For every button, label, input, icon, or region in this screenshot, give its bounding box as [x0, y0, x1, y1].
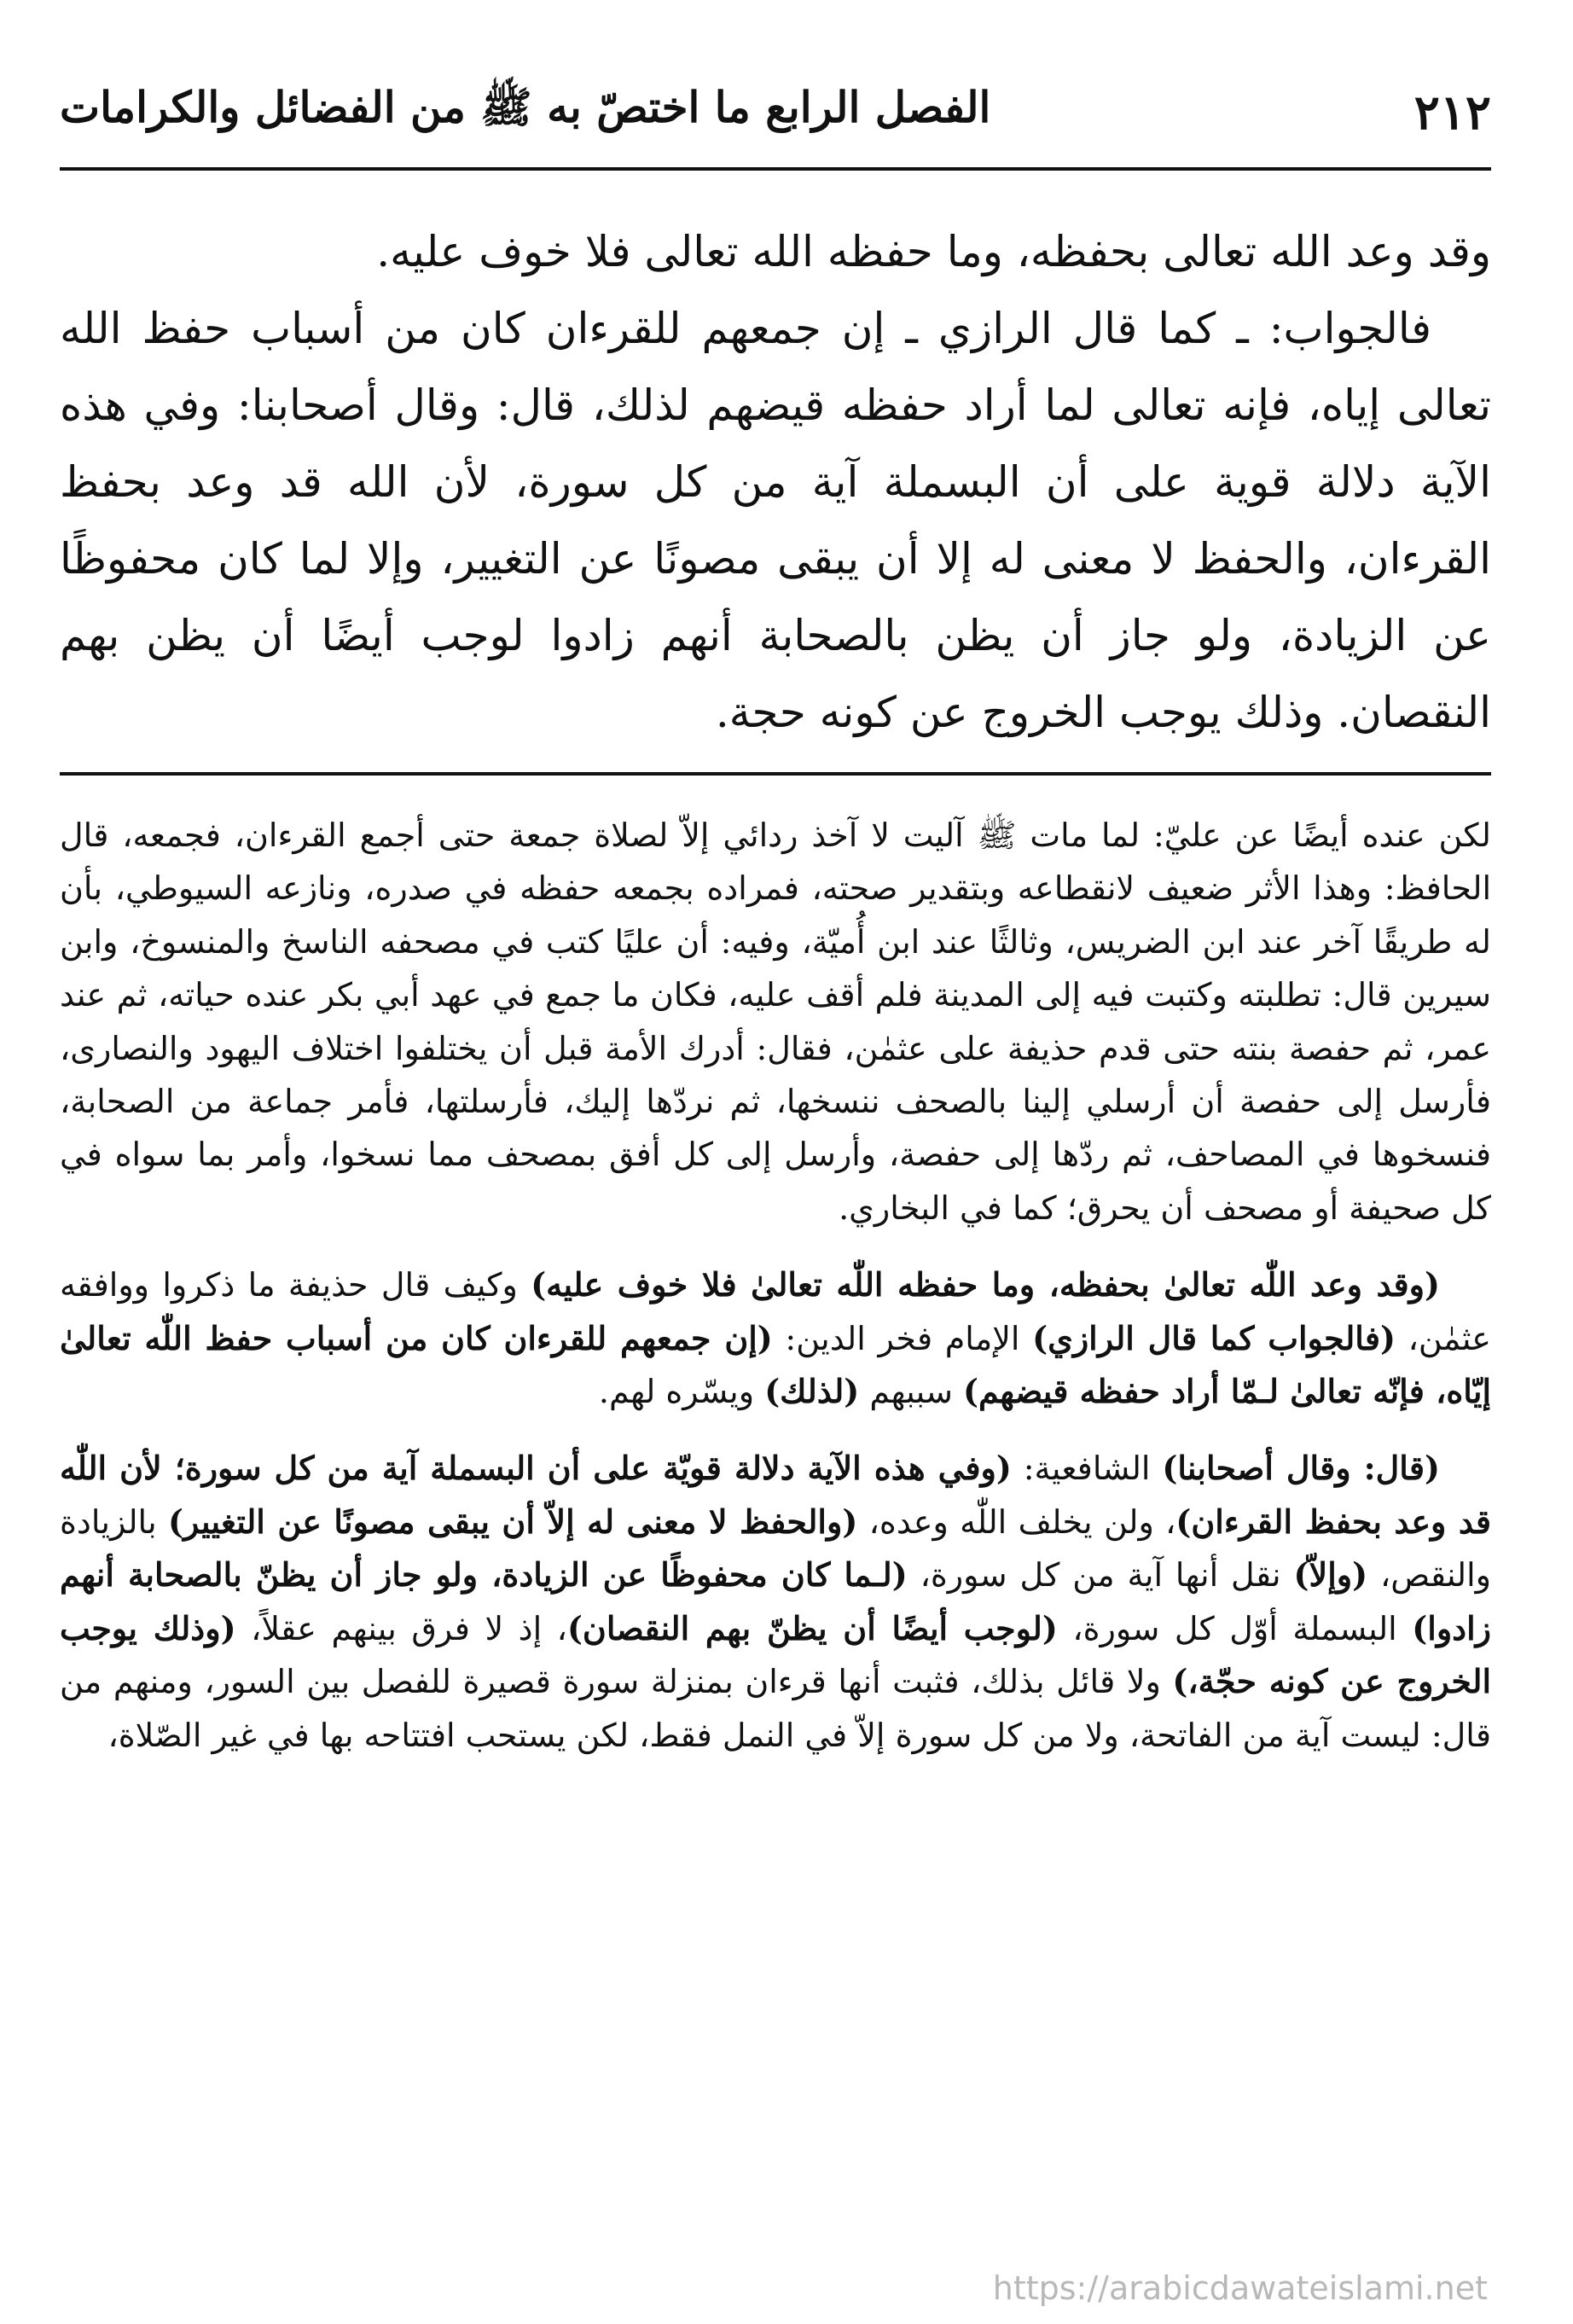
page-header: [60, 78, 1491, 147]
quoted-matn-segment: (لـما كان محفوظًا عن الزيادة، ولو جاز أن يظنّ بالصحابة أنهم زادوا): [60, 1555, 1491, 1647]
section-divider: [60, 772, 1491, 776]
quoted-matn-segment: (وقد وعد اللّٰه تعالىٰ بحفظه، وما حفظه اللّٰه تعالىٰ فلا خوف عليه): [531, 1265, 1440, 1304]
quoted-matn-segment: (وإلاّ): [1293, 1555, 1368, 1595]
quoted-matn-segment: (وفي هذه الآية دلالة قويّة على أن البسملة آية من كل سورة؛ لأن اللّٰه قد وعد بحفظ القرءان): [60, 1449, 1491, 1541]
quoted-matn-segment: (لوجب أيضًا أن يظنّ بهم النقصان): [566, 1608, 1058, 1647]
quoted-matn-segment: (لذلك): [764, 1372, 860, 1411]
matn-line: وقد وعد الله تعالى بحفظه، وما حفظه الله تعالى فلا خوف عليه.: [376, 227, 1491, 276]
running-title: الفصل الرابع ما اختصّ به ﷺ من الفضائل والكرامات: [60, 82, 991, 132]
matn-text: [60, 213, 1491, 751]
quoted-matn-segment: (قال: وقال أصحابنا): [1162, 1449, 1440, 1488]
commentary-segment: وكيف قال حذيفة ما ذكروا ووافقه عثمٰن،: [60, 1266, 1491, 1357]
commentary-segment: بالزيادة والنقص،: [60, 1502, 1491, 1595]
quoted-matn-segment: (والحفظ لا معنى له إلاّ أن يبقى مصونًا عن التغيير): [168, 1502, 858, 1541]
watermark-url: https://arabicdawateislami.net: [992, 2269, 1488, 2307]
commentary-segment: ، ولن يخلف اللّٰه وعده،: [857, 1502, 1176, 1541]
commentary-segment: الشافعية:: [1011, 1450, 1163, 1488]
header-rule: [60, 167, 1491, 171]
page-number: ٢١٢: [1413, 84, 1491, 141]
quoted-matn-segment: (إن جمعهم للقرءان كان من أسباب حفظ اللّٰه تعالىٰ إيّاه، فإنّه تعالىٰ لـمّا أراد حفظه قيضهم): [60, 1318, 1491, 1411]
commentary-paragraph-2: [60, 1258, 1491, 1418]
commentary-segment: الإمام فخر الدين:: [772, 1319, 1033, 1357]
quoted-matn-segment: (فالجواب كما قال الرازي): [1032, 1318, 1396, 1357]
commentary-segment: ولا قائل بذلك، فثبت أنها قرءان بمنزلة سورة قصيرة للفصل بين السور، ومنهم من قال: ليست آية من الفاتحة، ولا من كل سورة إلاّ في النمل فقط، لكن يستحب افتتاحه بها في غير الصّلاة،: [60, 1663, 1491, 1754]
commentary-segment: سببهم: [859, 1373, 964, 1411]
commentary-segment: نقل أنها آية من كل سورة،: [907, 1556, 1294, 1595]
commentary-segment: ويسّره لهم.: [598, 1373, 765, 1411]
matn-paragraph: فالجواب: ـ كما قال الرازي ـ إن جمعهم للقرءان كان من أسباب حفظ الله تعالى إياه، فإنه تعالى لما أراد حفظه قيضهم لذلك، قال: وقال أصحابنا: وفي هذه الآية دلالة قوية على أن البسملة آية من كل سورة، لأن الله قد وعد بحفظ القرءان، والحفظ لا معنى له إلا أن يبقى مصونًا عن التغيير، وإلا لما كان محفوظًا عن الزيادة، ولو جاز أن يظن بالصحابة أنهم زادوا لوجب أيضًا أن يظن بهم النقصان. وذلك يوجب الخروج عن كونه حجة.: [60, 304, 1491, 737]
commentary-segment: البسملة أوّل كل سورة،: [1057, 1609, 1413, 1647]
commentary-paragraph-1: لكن عنده أيضًا عن عليّ: لما مات ﷺ آليت لا آخذ ردائي إلاّ لصلاة جمعة حتى أجمع القرءان، فجمعه، قال الحافظ: وهذا الأثر ضعيف لانقطاعه وبتقدير صحته، فمراده بجمعه حفظه في صدره، ونازعه السيوطي، بأن له طريقًا آخر عند ابن الضريس، وثالثًا عند ابن أُميّة، وفيه: أن عليًا كتب في مصحفه الناسخ والمنسوخ، وابن سيرين قال: تطلبته وكتبت فيه إلى المدينة فلم أقف عليه، فكان ما جمع في عهد أبي بكر عنده حياته، ثم عند عمر، ثم حفصة بنته حتى قدم حذيفة على عثمٰن، فقال: أدرك الأمة قبل أن يختلفوا اختلاف اليهود والنصارى، فأرسل إلى حفصة أن أرسلي إلينا بالصحف ننسخها، ثم نردّها إليك، فأرسلتها، فأمر جماعة من الصحابة، فنسخوها في المصاحف، ثم ردّها إلى حفصة، وأرسل إلى كل أفق بمصحف مما نسخوا، وأمر بما سواه في كل صحيفة أو مصحف أن يحرق؛ كما في البخاري.: [60, 816, 1491, 1227]
commentary-paragraph-3: [60, 1442, 1491, 1761]
commentary-segment: ، إذ لا فرق بينهم عقلاً،: [235, 1609, 567, 1647]
quoted-matn-segment: (وذلك يوجب الخروج عن كونه حجّة،): [60, 1608, 1492, 1701]
commentary-text: [60, 809, 1491, 1762]
